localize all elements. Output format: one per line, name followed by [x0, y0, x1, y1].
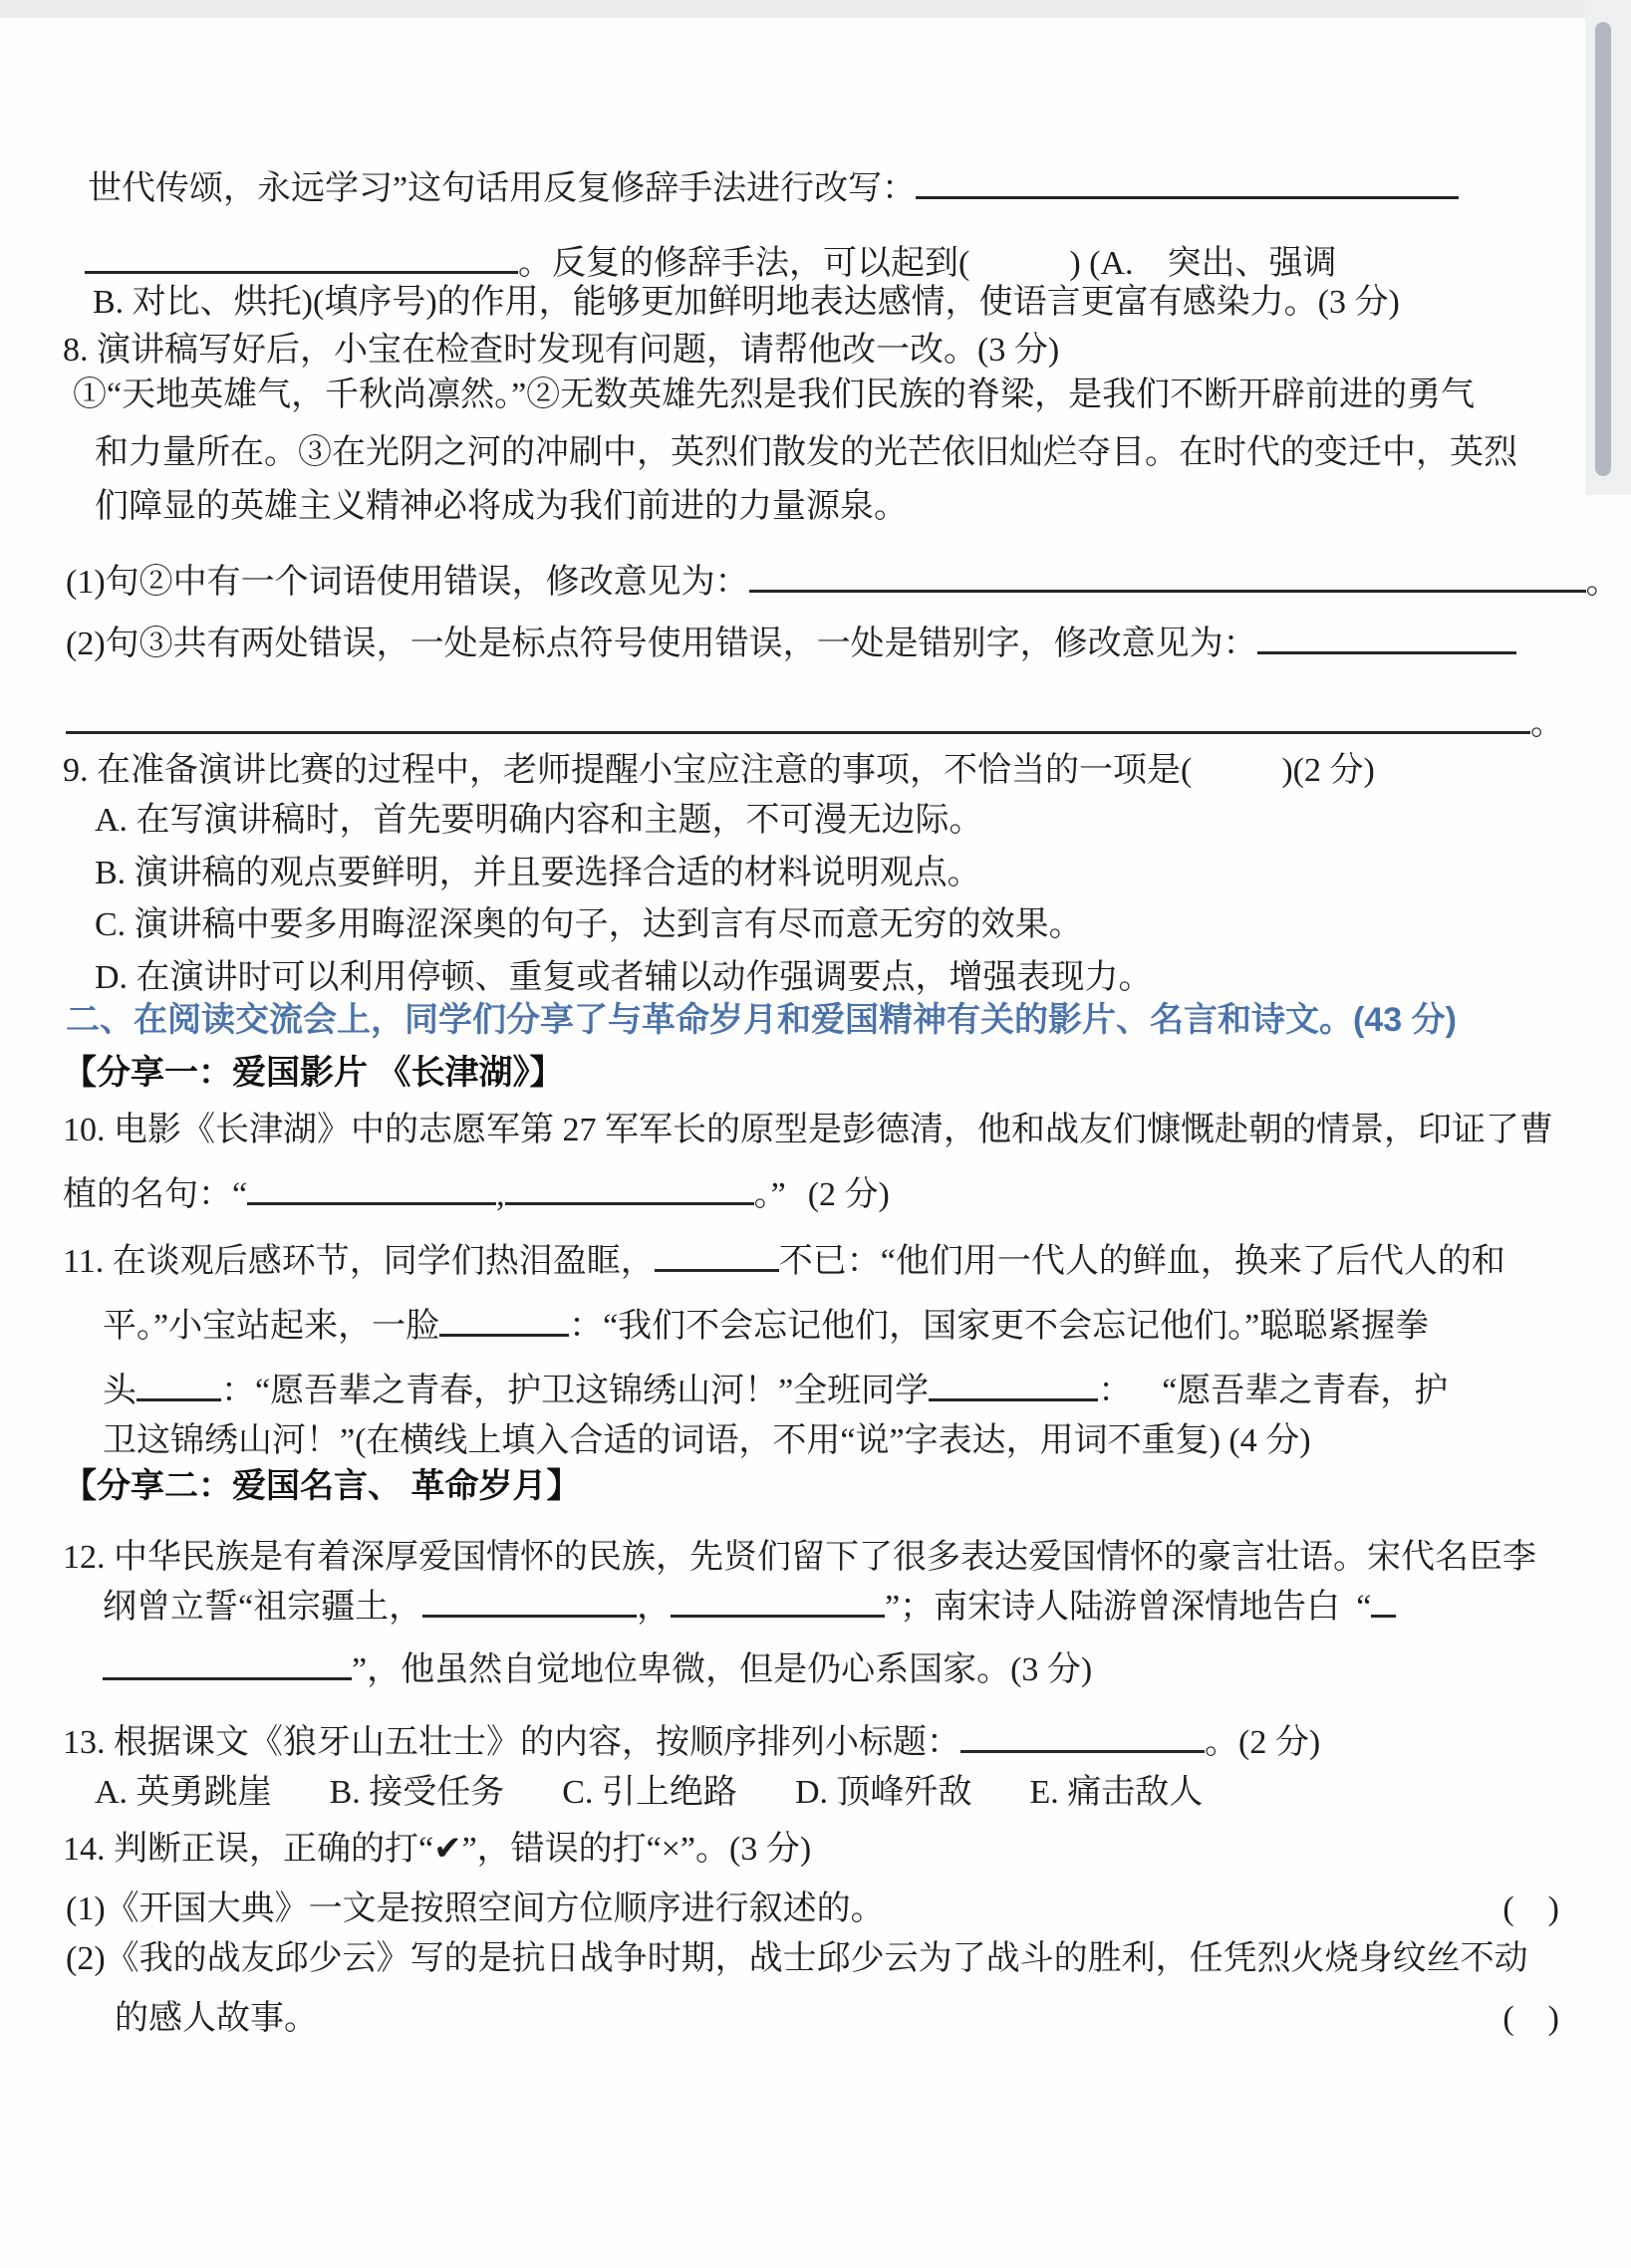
text-run: (2)《我的战友邱少云》写的是抗日战争时期，战士邱少云为了战斗的胜利，任凭烈火烧身纹丝不动 [66, 1940, 1528, 1977]
q13-option-c: C. 引上绝路 [562, 1774, 737, 1811]
q8-sub2-blank-line [66, 702, 1564, 746]
text-run: ”；南宋诗人陆游曾深情地告白 [885, 1589, 1341, 1626]
text-run: 平。”小宝站起来，一脸 [103, 1308, 440, 1345]
text-run: (1)句②中有一个词语使用错误，修改意见为： [66, 564, 749, 601]
answer-blank [916, 194, 1459, 199]
space-gap [972, 1801, 1030, 1803]
text-run: ①“天地英雄气，千秋尚凛然。”②无数英雄先烈是我们民族的脊梁，是我们不断开辟前进的勇气 [73, 377, 1476, 413]
text-run: 世代传颂，永远学习”这句话用反复修辞手法进行改写： [88, 170, 917, 207]
text-run: 植的名句：“ [63, 1176, 248, 1213]
q8-passage-line1 [73, 374, 1475, 417]
answer-blank [960, 1748, 1205, 1753]
answer-blank [671, 1613, 885, 1618]
text-run: 10. 电影《长津湖》中的志愿军第 27 军军长的原型是彭德清，他和战友们慷慨赴朝的情景，印证了曹 [63, 1112, 1553, 1148]
q8-sub2 [66, 623, 1516, 666]
text-run: “愿吾辈之青春，护 [1162, 1373, 1449, 1409]
share-1-heading [63, 1051, 563, 1095]
text-run: 纲曾立誓“祖宗疆土， [103, 1589, 423, 1626]
answer-blank [66, 729, 1530, 734]
answer-blank [439, 1332, 569, 1337]
space-gap [272, 1801, 330, 1803]
q11-line1 [63, 1240, 1505, 1284]
q9-option-b [95, 852, 981, 895]
text-run: 【分享一：爱国影片 《长津湖》】 [63, 1054, 564, 1092]
text-run: 们障显的英雄主义精神必将成为我们前进的力量源泉。 [95, 488, 908, 525]
space-gap [969, 272, 1069, 274]
text-run: C. 演讲稿中要多用晦涩深奥的句子，达到言有尽而意无穷的效果。 [95, 906, 1083, 943]
answer-blank [85, 269, 518, 274]
text-run: 二、在阅读交流会上，同学们分享了与革命岁月和爱国精神有关的影片、名言和诗文。(43 分) [66, 1001, 1457, 1039]
text-run: 11. 在谈观后感环节，同学们热泪盈眶， [63, 1243, 655, 1280]
text-run: B. 演讲稿的观点要鲜明，并且要选择合适的材料说明观点。 [95, 855, 981, 891]
space-gap [1192, 779, 1281, 781]
answer-blank [103, 1675, 352, 1680]
text-run: ”，他虽然自觉地位卑微，但是仍心系国家。(3 分) [352, 1651, 1093, 1688]
answer-parens: ( ) [1502, 2000, 1559, 2037]
text-run: 卫这锦绣山河！”(在横线上填入合适的词语，不用“说”字表达，用词不重复) (4 分) [103, 1422, 1311, 1459]
text-run: (2)句③共有两处错误，一处是标点符号使用错误，一处是错别字，修改意见为： [66, 626, 1257, 662]
q7-line2 [85, 242, 1337, 286]
text-run: D. 在演讲时可以利用停顿、重复或者辅以动作强调要点，增强表现力。 [95, 959, 1153, 996]
text-run: (2 分) [807, 1176, 890, 1213]
text-run: ： [1098, 1373, 1133, 1409]
q8-sub1 [66, 561, 1620, 605]
q9-option-d [95, 956, 1153, 1000]
q9-option-a [95, 799, 983, 843]
text-run: 。(2 分) [1205, 1724, 1321, 1761]
q14-sub1 [66, 1888, 1559, 1931]
text-run: B. 对比、烘托)(填序号)的作用，能够更加鲜明地表达感情，使语言更富有感染力。(3 分) [93, 284, 1400, 321]
text-run: ：“愿吾辈之青春，护卫这锦绣山河！”全班同学 [221, 1373, 930, 1409]
q13-options [95, 1771, 1203, 1815]
text-run: 和力量所在。③在光阴之河的冲刷中，英烈们散发的光芒依旧灿烂夺目。在时代的变迁中，英烈 [95, 434, 1517, 471]
share-2-heading [63, 1464, 580, 1508]
q12-line3 [103, 1648, 1092, 1692]
answer-blank [136, 1396, 221, 1401]
q8-stem [63, 329, 1059, 373]
answer-blank [247, 1200, 496, 1205]
text-run: 13. 根据课文《狼牙山五壮士》的内容，按顺序排列小标题： [63, 1724, 960, 1761]
q13-option-e: E. 痛击敌人 [1029, 1774, 1204, 1811]
q10-line2 [63, 1173, 890, 1217]
q14-sub2-line1 [66, 1937, 1528, 1981]
text-run: )(2 分) [1281, 752, 1375, 789]
section-2-heading [66, 998, 1457, 1042]
q13-stem [63, 1721, 1320, 1765]
answer-blank [505, 1200, 754, 1205]
text-run: , [496, 1176, 505, 1213]
space-gap [504, 1801, 562, 1803]
q14-stem [63, 1828, 811, 1872]
text-run: 。反复的修辞手法，可以起到( [518, 245, 970, 282]
q7-line3 [93, 281, 1400, 325]
text-run: A. 在写演讲稿时，首先要明确内容和主题，不可漫无边际。 [95, 802, 983, 839]
q9-option-c [95, 903, 1083, 947]
q12-line2 [103, 1586, 1396, 1630]
text-run: 8. 演讲稿写好后，小宝在检查时发现有问题，请帮他改一改。(3 分) [63, 332, 1060, 369]
q8-passage-line2 [95, 431, 1517, 475]
text-run: 。 [1530, 705, 1564, 742]
q7-line1 [88, 167, 1459, 211]
answer-blank [1257, 649, 1516, 654]
text-run: 头 [103, 1373, 136, 1409]
answer-blank [749, 588, 1586, 593]
text-run: ) (A. 突出、强调 [1069, 245, 1337, 282]
text-run: ， [637, 1589, 672, 1626]
text-run: 。” [753, 1176, 786, 1213]
text-run: ：“我们不会忘记他们，国家更不会忘记他们。”聪聪紧握拳 [569, 1308, 1430, 1345]
text-run: 【分享二：爱国名言、 革命岁月】 [63, 1467, 581, 1505]
q13-option-d: D. 顶峰歼敌 [794, 1774, 972, 1811]
answer-parens: ( ) [1502, 1890, 1559, 1927]
q11-line4 [103, 1419, 1311, 1463]
space-gap [1132, 1399, 1162, 1401]
text-run: 。 [1585, 564, 1620, 601]
q9-stem [63, 749, 1375, 793]
text-run: 14. 判断正误，正确的打“✔”，错误的打“×”。(3 分) [63, 1831, 812, 1868]
text-run: “ [1356, 1589, 1372, 1626]
space-gap [1340, 1616, 1356, 1618]
answer-blank [422, 1613, 637, 1618]
q8-passage-line3 [95, 485, 908, 529]
space-gap [786, 1203, 808, 1205]
q10-line1 [63, 1109, 1553, 1152]
space-gap [737, 1801, 795, 1803]
answer-blank [655, 1267, 779, 1272]
text-run: 9. 在准备演讲比赛的过程中，老师提醒小宝应注意的事项，不恰当的一项是( [63, 752, 1193, 789]
text-run: 的感人故事。 [115, 2000, 318, 2037]
q11-line3 [103, 1370, 1448, 1413]
q14-sub2-line2 [115, 1997, 1559, 2041]
q11-line2 [103, 1305, 1429, 1349]
answer-blank [1371, 1613, 1396, 1618]
q13-option-b: B. 接受任务 [329, 1774, 505, 1811]
text-run: 12. 中华民族是有着深厚爱国情怀的民族，先贤们留下了很多表达爱国情怀的豪言壮语。宋代名臣李 [63, 1539, 1536, 1576]
answer-blank [929, 1396, 1098, 1401]
text-run: (1)《开国大典》一文是按照空间方位顺序进行叙述的。 [66, 1890, 885, 1927]
text-run: 不已：“他们用一代人的鲜血，换来了后代人的和 [778, 1243, 1505, 1280]
q13-option-a: A. 英勇跳崖 [95, 1774, 272, 1811]
q12-line1 [63, 1536, 1536, 1580]
